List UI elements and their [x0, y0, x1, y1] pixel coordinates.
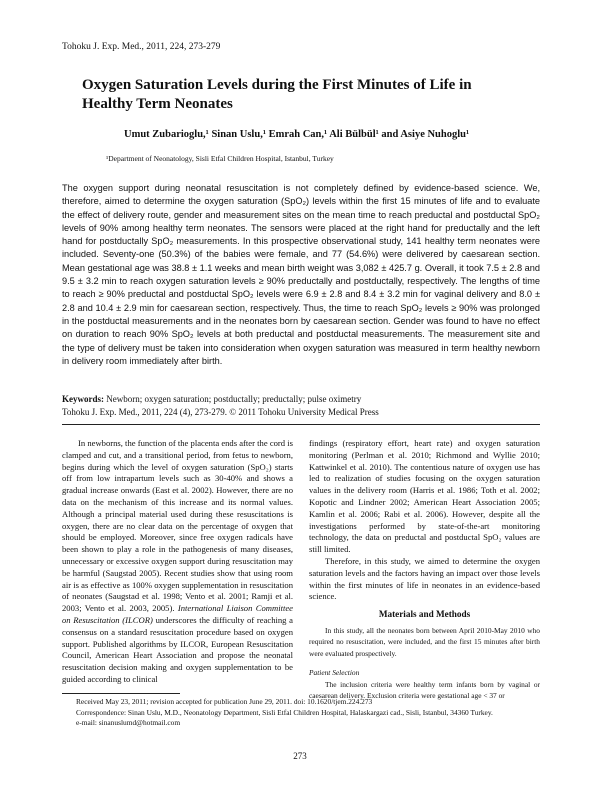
email-note: e-mail: sinanuslumd@hotmail.com — [76, 718, 181, 727]
page-number: 273 — [293, 751, 307, 761]
received-note: Received May 23, 2011; revision accepted for publication June 29, 2011. doi: 10.1620/tjem.224.273 — [76, 697, 373, 706]
abstract-divider — [62, 424, 540, 425]
ilcor-name: International Liaison Committee on Resuscitation (ILCOR) — [62, 603, 293, 625]
keywords-text: Newborn; oxygen saturation; postductally; preductally; pulse oximetry — [106, 394, 362, 404]
section-heading-methods: Materials and Methods — [378, 609, 471, 620]
body-paragraph — [62, 438, 293, 686]
body-column-right — [309, 438, 540, 702]
citation-line: Tohoku J. Exp. Med., 2011, 224 (4), 273-279. © 2011 Tohoku University Medical Press — [62, 407, 379, 417]
patient-selection-paragraph: The inclusion criteria were healthy term infants born by vaginal or caesarean delivery. Exclusion criteria were gestational age < 37 or — [309, 679, 540, 701]
keywords — [62, 393, 540, 406]
correspondence-note: Correspondence: Sinan Uslu, M.D., Neonatology Department, Sisli Etfal Children Hospital, Halaskargazi cad., Sisli, Istanbul, 34360 Turkey. — [76, 707, 493, 717]
journal-header: Tohoku J. Exp. Med., 2011, 224, 273-279 — [62, 42, 221, 52]
body-paragraph: Therefore, in this study, we aimed to determine the oxygen saturation levels and the factors having an impact over those levels within the first minutes of life in neonates in an evidence-based science. — [309, 555, 540, 602]
article-title: Oxygen Saturation Levels during the First Minutes of Life in Healthy Term Neonates — [82, 77, 472, 112]
methods-paragraph: In this study, all the neonates born between April 2010-May 2010 who required no resuscitation, were included, and the first 15 minutes after birth were evaluated prospectively. — [309, 625, 540, 658]
subsection-heading-patient-selection: Patient Selection — [309, 668, 360, 678]
body-column-left — [62, 438, 293, 686]
footnote-divider — [62, 693, 180, 694]
body-paragraph: findings (respiratory effort, heart rate) and oxygen saturation monitoring (Perlman et al. 2010; Richmond and Wyllie 2010; Kattwinkel et al. 2010). The contentious nature of oxygen use has led to realization of studies focusing on the oxygen saturation values in the delivery room (Harris et al. 1986; Toth et al. 2002; Kopotic and Lindner 2002; American Heart Association 2005; Kamlin et al. 2006; Rabi et al. 2006). However, despite all the investigations performed by state-of-the-art monitoring technology, the data on preductal and postductal SpO₂ values are still limited. — [309, 438, 540, 555]
author-list: Umut Zubarioglu,¹ Sinan Uslu,¹ Emrah Can,¹ Ali Bülbül¹ and Asiye Nuhoglu¹ — [124, 129, 470, 140]
affiliation: ¹Department of Neonatology, Sisli Etfal Children Hospital, Istanbul, Turkey — [106, 154, 334, 163]
abstract: The oxygen support during neonatal resuscitation is not completely defined by evidence-based science. We, therefore, aimed to determine the oxygen saturation (SpO₂) levels within the first 15 minutes of life and to evaluate the effect of delivery route, gender and measurement sites on the mean time to reach preductal and postductal SpO₂ levels of 90% among healthy term neonates. The sensors were placed at the right hand for preductally and the left hand for postductally SpO₂ measurements. In this prospective observational study, 141 healthy term neonates were included. Seventy-one (50.3%) of the babies were female, and 77 (54.6%) were delivered by caesarean section. Mean gestational age was 38.8 ± 1.1 weeks and mean birth weight was 3,082 ± 425.7 g. Overall, it took 7.5 ± 2.8 and 9.5 ± 3.2 min to reach oxygen saturation levels ≥ 90% preductally and postductally, respectively. The lengths of time to reach ≥ 90% preductal and postductal SpO₂ levels were 6.9 ± 2.8 and 8.4 ± 3.2 min for vaginal delivery and 8.0 ± 2.8 and 10.4 ± 2.9 min for caesarean section, respectively. Thus, the time to reach SpO₂ levels ≥ 90% was prolonged in the postductal measurements and in the neonates born by caesarean section. Gender was found to have no effect on duration to reach 90% SpO₂ levels at both preductal and postductal measurements. The measurement site and the type of delivery must be taken into consideration when oxygen saturation was measured in term healthy newborn in delivery room immediately after birth. — [62, 183, 540, 366]
intro-text-continued: underscores the difficulty of reaching a consensus on a standard resuscitation procedure based on oxygen support. Published algorithms by ILCOR, European Resuscitation Council, American Heart Association and propose the neonatal resuscitation decision making and oxygen supplementation to be guided according to clinical — [62, 614, 293, 684]
footnotes — [62, 697, 540, 729]
intro-text: In newborns, the function of the placenta ends after the cord is clamped and cut, and a transitional period, from fetus to newborn, begins during which the level of oxygen saturation (SpO₂) starts off from low intrapartum levels such as 30-40% and shows a gradual increase onwards (East et al. 2002). However, there are no data on the mechanism of this increase and its normal values. Although a principal material used during these resuscitations is oxygen, there are no clear data on the percentage of oxygen that should be employed. Moreover, since free oxygen radicals have been shown to play a role in the pathogenesis of many diseases, unnecessary or excessive oxygen support during resuscitation may be harmful (Saugstad 2005). Recent studies show that using room air is as effective as 100% oxygen supplementation in resuscitation of neonates (Saugstad et al. 1998; Vento et al. 2001; Ramji et al. 2003; Vento et al. 2003, 2005). — [62, 438, 293, 614]
keywords-label: Keywords: — [62, 394, 104, 404]
